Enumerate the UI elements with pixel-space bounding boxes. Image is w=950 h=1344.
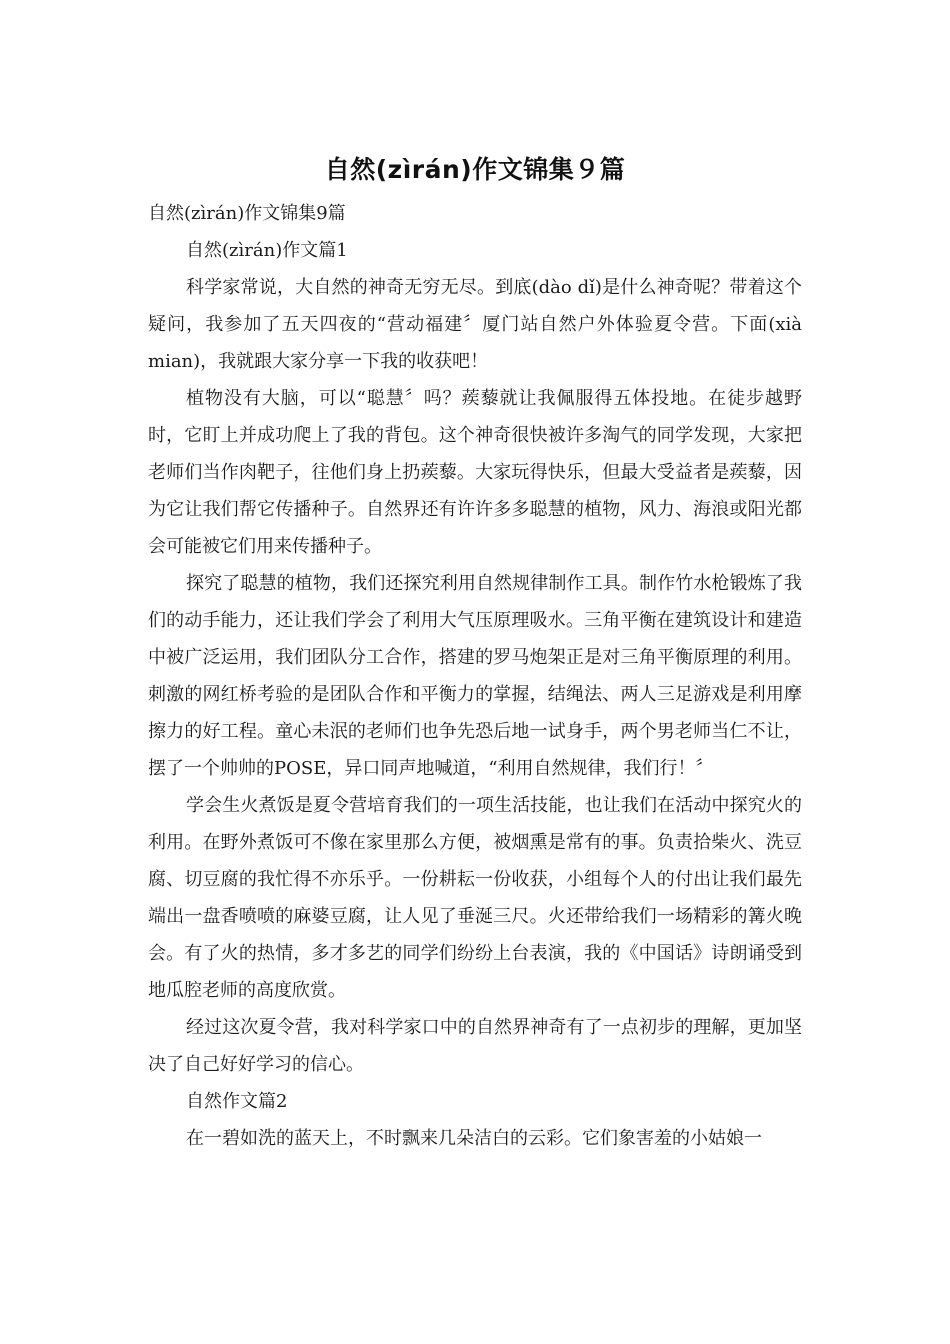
paragraph: 在一碧如洗的蓝天上，不时飘来几朵洁白的云彩。它们象害羞的小姑娘一 <box>186 1128 762 1149</box>
paragraph: 植物没有大脑，可以“聪慧〞吗？蒺藜就让我佩服得五体投地。在徒步越野时，它盯上并成功爬上了我的背包。这个神奇很快被许多淘气的同学发现，大家把老师们当作肉靶子，往他们身上扔蒺藜。大家玩得快乐，但最大受益者是蒺藜，因为它让我们帮它传播种子。自然界还有许许多多聪慧的植物，风力、海浪或阳光都会可能被它们用来传播种子。 <box>148 388 802 557</box>
paragraph: 科学家常说，大自然的神奇无穷无尽。到底(dào dǐ)是什么神奇呢？带着这个疑问，我参加了五天四夜的“营动福建〞厦门站自然户外体验夏令营。下面(xià mian)，我就跟大家分享一下我的收获吧！ <box>148 277 802 372</box>
paragraph: 探究了聪慧的植物，我们还探究利用自然规律制作工具。制作竹水枪锻炼了我们的动手能力，还让我们学会了利用大气压原理吸水。三角平衡在建筑设计和建造中被广泛运用，我们团队分工合作，搭建的罗马炮架正是对三角平衡原理的利用。刺激的网红桥考验的是团队合作和平衡力的掌握，结绳法、两人三足游戏是利用摩擦力的好工程。童心未泯的老师们也争先恐后地一试身手，两个男老师当仁不让，摆了一个帅帅的POSE，异口同声地喊道，“利用自然规律，我们行！〞 <box>148 573 802 779</box>
document-body <box>148 195 802 1157</box>
section-heading: 自然(zìrán)作文篇1 <box>186 240 348 261</box>
paragraph: 学会生火煮饭是夏令营培育我们的一项生活技能，也让我们在活动中探究火的利用。在野外煮饭可不像在家里那么方便，被烟熏是常有的事。负责拾柴火、洗豆腐、切豆腐的我忙得不亦乐乎。一份耕耘一份收获，小组每个人的付出让我们最先端出一盘香喷喷的麻婆豆腐，让人见了垂涎三尺。火还带给我们一场精彩的篝火晚会。有了火的热情，多才多艺的同学们纷纷上台表演，我的《中国话》诗朗诵受到地瓜腔老师的高度欣赏。 <box>148 795 802 1001</box>
paragraph: 经过这次夏令营，我对科学家口中的自然界神奇有了一点初步的理解，更加坚决了自己好好学习的信心。 <box>148 1017 802 1075</box>
document-title: 自然(zìrán)作文锦集９篇 <box>324 155 626 184</box>
section-heading: 自然作文篇2 <box>186 1091 288 1112</box>
document-subtitle: 自然(zìrán)作文锦集9篇 <box>148 203 346 224</box>
